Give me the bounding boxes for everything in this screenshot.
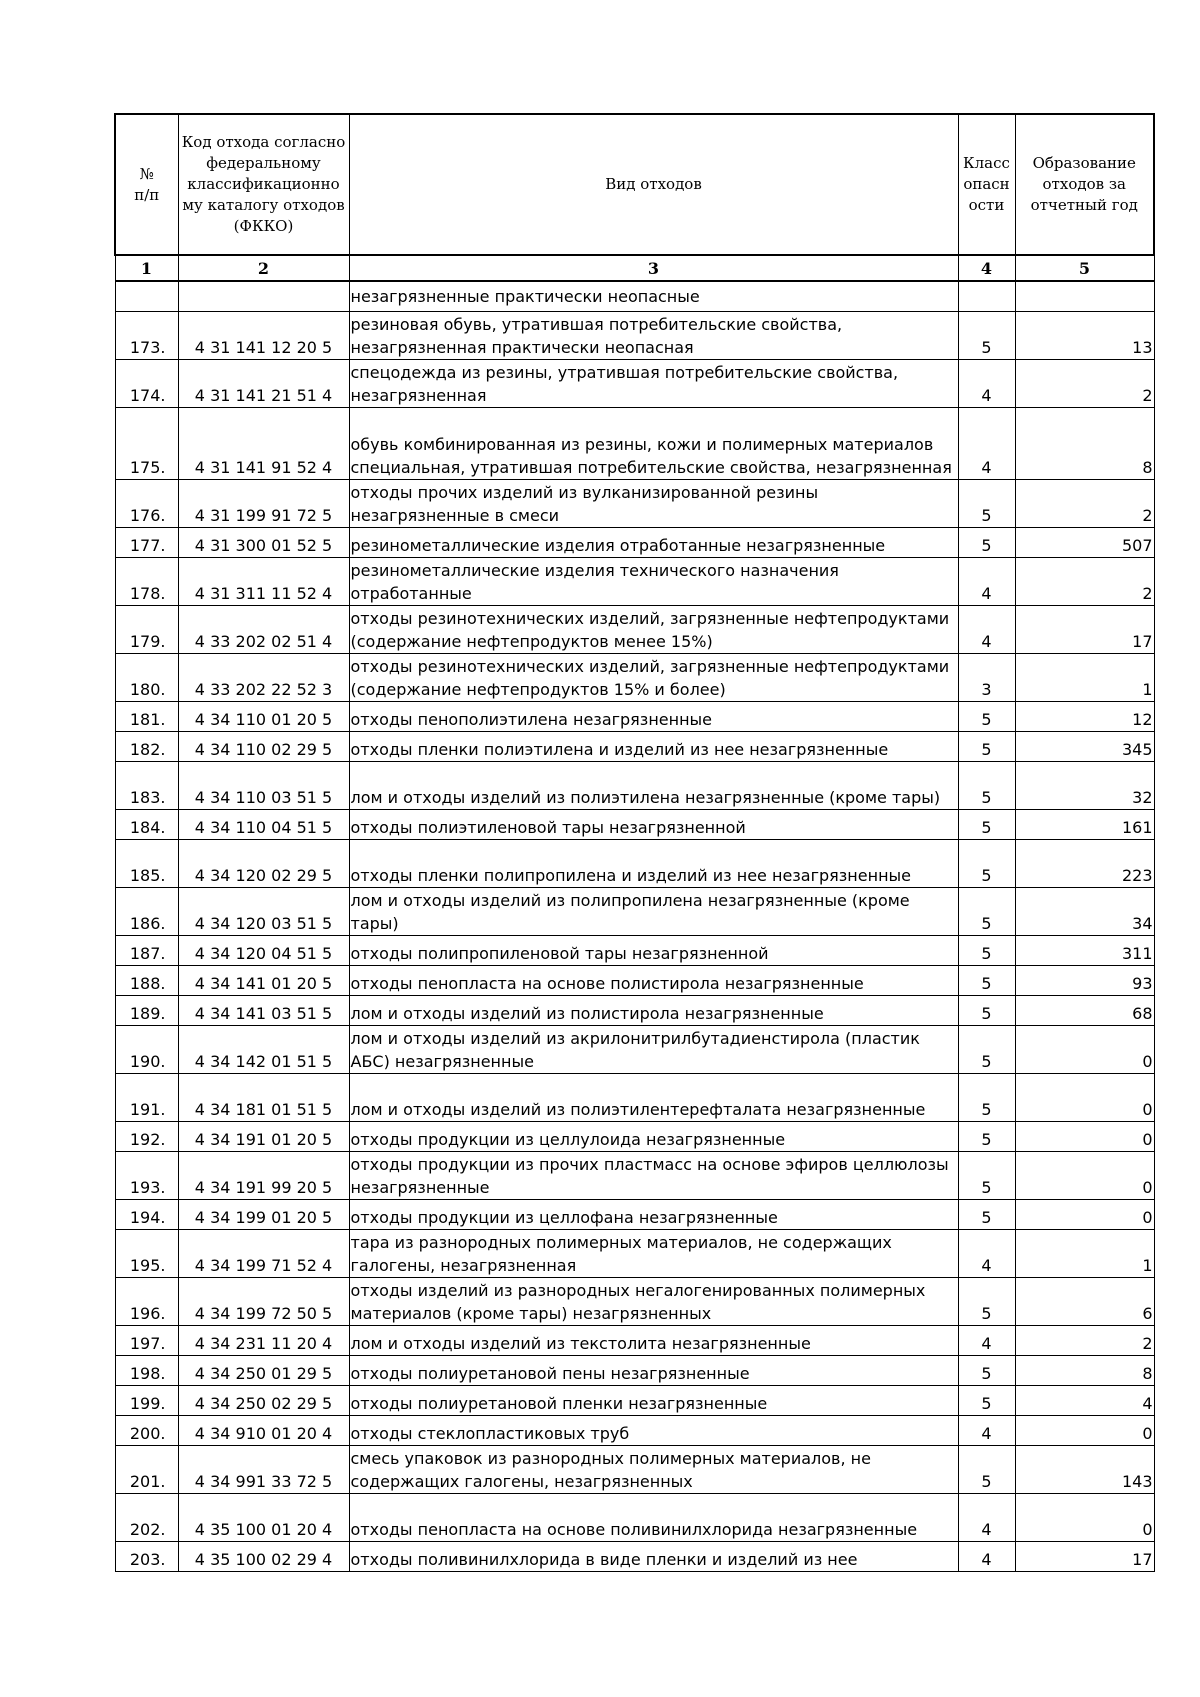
waste-code: 4 31 141 12 20 5 (178, 311, 349, 359)
waste-description: спецодежда из резины, утратившая потребительские свойства, незагрязненная (349, 359, 958, 407)
column-number: 2 (178, 255, 349, 281)
waste-amount: 93 (1015, 965, 1154, 995)
table-row (115, 527, 1154, 557)
hazard-class: 5 (958, 1073, 1015, 1121)
row-number: 177. (115, 527, 178, 557)
waste-code: 4 34 110 03 51 5 (178, 761, 349, 809)
table-row (115, 887, 1154, 935)
hazard-class: 5 (958, 1199, 1015, 1229)
hazard-class: 5 (958, 1025, 1015, 1073)
table-row (115, 1199, 1154, 1229)
table-row (115, 1073, 1154, 1121)
row-number: 185. (115, 839, 178, 887)
hazard-class: 5 (958, 1121, 1015, 1151)
hazard-class: 5 (958, 311, 1015, 359)
hazard-class: 5 (958, 761, 1015, 809)
row-number: 190. (115, 1025, 178, 1073)
hazard-class: 5 (958, 809, 1015, 839)
waste-description: отходы резинотехнических изделий, загрязненные нефтепродуктами (содержание нефтепродуктов менее 15%) (349, 605, 958, 653)
waste-amount: 12 (1015, 701, 1154, 731)
row-number: 198. (115, 1355, 178, 1385)
waste-description: обувь комбинированная из резины, кожи и полимерных материалов специальная, утратившая потребительские свойства, незагрязненная (349, 407, 958, 479)
row-number: 197. (115, 1325, 178, 1355)
waste-description: отходы полиуретановой пены незагрязненные (349, 1355, 958, 1385)
table-row (115, 653, 1154, 701)
waste-code: 4 34 120 02 29 5 (178, 839, 349, 887)
continuation-row (115, 281, 1154, 311)
hazard-class: 5 (958, 527, 1015, 557)
row-number: 192. (115, 1121, 178, 1151)
row-number: 181. (115, 701, 178, 731)
row-number: 179. (115, 605, 178, 653)
waste-code: 4 34 231 11 20 4 (178, 1325, 349, 1355)
waste-code: 4 31 141 91 52 4 (178, 407, 349, 479)
hazard-class: 4 (958, 1325, 1015, 1355)
waste-amount: 161 (1015, 809, 1154, 839)
row-number: 193. (115, 1151, 178, 1199)
table-row (115, 479, 1154, 527)
table-row (115, 1493, 1154, 1541)
table-row (115, 1025, 1154, 1073)
waste-amount: 17 (1015, 1541, 1154, 1571)
hazard-class: 3 (958, 653, 1015, 701)
waste-code: 4 34 199 01 20 5 (178, 1199, 349, 1229)
table-row (115, 605, 1154, 653)
waste-description: резинометаллические изделия отработанные незагрязненные (349, 527, 958, 557)
table-row (115, 311, 1154, 359)
table-row (115, 1121, 1154, 1151)
table-row (115, 761, 1154, 809)
waste-code: 4 34 110 04 51 5 (178, 809, 349, 839)
row-number: 202. (115, 1493, 178, 1541)
waste-code: 4 31 300 01 52 5 (178, 527, 349, 557)
waste-description: отходы поливинилхлорида в виде пленки и изделий из нее (349, 1541, 958, 1571)
waste-amount: 13 (1015, 311, 1154, 359)
waste-description: отходы продукции из прочих пластмасс на основе эфиров целлюлозы незагрязненные (349, 1151, 958, 1199)
hazard-class: 4 (958, 407, 1015, 479)
header-col-type: Вид отходов (349, 114, 958, 255)
hazard-class: 5 (958, 995, 1015, 1025)
header-col-number: № п/п (115, 114, 178, 255)
waste-amount: 8 (1015, 407, 1154, 479)
table-row (115, 1151, 1154, 1199)
waste-amount: 2 (1015, 557, 1154, 605)
waste-code: 4 34 199 72 50 5 (178, 1277, 349, 1325)
hazard-class: 5 (958, 479, 1015, 527)
waste-code: 4 34 191 99 20 5 (178, 1151, 349, 1199)
row-number: 200. (115, 1415, 178, 1445)
table-row (115, 995, 1154, 1025)
waste-code: 4 34 991 33 72 5 (178, 1445, 349, 1493)
waste-amount: 507 (1015, 527, 1154, 557)
waste-description: отходы пенопласта на основе поливинилхлорида незагрязненные (349, 1493, 958, 1541)
waste-description: отходы пенопласта на основе полистирола незагрязненные (349, 965, 958, 995)
hazard-class: 4 (958, 359, 1015, 407)
table-row (115, 359, 1154, 407)
row-number (115, 281, 178, 311)
hazard-class: 4 (958, 605, 1015, 653)
column-number: 4 (958, 255, 1015, 281)
waste-amount: 0 (1015, 1415, 1154, 1445)
row-number: 194. (115, 1199, 178, 1229)
table-row (115, 1325, 1154, 1355)
waste-description: отходы пенополиэтилена незагрязненные (349, 701, 958, 731)
waste-amount: 8 (1015, 1355, 1154, 1385)
waste-amount: 34 (1015, 887, 1154, 935)
header-col-class: Класс опасн ости (958, 114, 1015, 255)
row-number: 199. (115, 1385, 178, 1415)
waste-code: 4 34 910 01 20 4 (178, 1415, 349, 1445)
column-numbers-row (115, 255, 1154, 281)
table-row (115, 839, 1154, 887)
row-number: 186. (115, 887, 178, 935)
header-col-amount: Образование отходов за отчетный год (1015, 114, 1154, 255)
hazard-class: 4 (958, 1229, 1015, 1277)
waste-code: 4 35 100 01 20 4 (178, 1493, 349, 1541)
waste-description: лом и отходы изделий из текстолита незагрязненные (349, 1325, 958, 1355)
waste-description: резиновая обувь, утратившая потребительские свойства, незагрязненная практически неопасная (349, 311, 958, 359)
table-row (115, 1445, 1154, 1493)
waste-amount: 0 (1015, 1493, 1154, 1541)
row-number: 191. (115, 1073, 178, 1121)
waste-description: отходы полиэтиленовой тары незагрязненной (349, 809, 958, 839)
waste-description: отходы стеклопластиковых труб (349, 1415, 958, 1445)
table-row (115, 701, 1154, 731)
hazard-class: 4 (958, 557, 1015, 605)
table-row (115, 1385, 1154, 1415)
waste-code: 4 31 199 91 72 5 (178, 479, 349, 527)
waste-description: смесь упаковок из разнородных полимерных материалов, не содержащих галогены, незагрязненных (349, 1445, 958, 1493)
column-number: 1 (115, 255, 178, 281)
waste-amount: 17 (1015, 605, 1154, 653)
row-number: 175. (115, 407, 178, 479)
row-number: 174. (115, 359, 178, 407)
waste-amount: 0 (1015, 1121, 1154, 1151)
waste-amount (1015, 281, 1154, 311)
row-number: 173. (115, 311, 178, 359)
row-number: 187. (115, 935, 178, 965)
table-row (115, 1415, 1154, 1445)
hazard-class: 5 (958, 731, 1015, 761)
hazard-class (958, 281, 1015, 311)
waste-code: 4 34 120 03 51 5 (178, 887, 349, 935)
table-row (115, 557, 1154, 605)
table-row (115, 965, 1154, 995)
waste-table (114, 113, 1155, 1572)
row-number: 184. (115, 809, 178, 839)
hazard-class: 5 (958, 965, 1015, 995)
table-row (115, 935, 1154, 965)
waste-code: 4 33 202 22 52 3 (178, 653, 349, 701)
hazard-class: 5 (958, 1151, 1015, 1199)
row-number: 203. (115, 1541, 178, 1571)
table-row (115, 407, 1154, 479)
waste-code: 4 34 191 01 20 5 (178, 1121, 349, 1151)
row-number: 178. (115, 557, 178, 605)
waste-description: отходы полипропиленовой тары незагрязненной (349, 935, 958, 965)
waste-code: 4 34 110 01 20 5 (178, 701, 349, 731)
table-row (115, 809, 1154, 839)
waste-amount: 1 (1015, 653, 1154, 701)
row-number: 195. (115, 1229, 178, 1277)
waste-code: 4 34 141 01 20 5 (178, 965, 349, 995)
waste-description: тара из разнородных полимерных материалов, не содержащих галогены, незагрязненная (349, 1229, 958, 1277)
waste-description: незагрязненные практически неопасные (349, 281, 958, 311)
waste-code: 4 34 142 01 51 5 (178, 1025, 349, 1073)
hazard-class: 4 (958, 1493, 1015, 1541)
table-row (115, 1541, 1154, 1571)
waste-description: лом и отходы изделий из акрилонитрилбутадиенстирола (пластик АБС) незагрязненные (349, 1025, 958, 1073)
waste-amount: 68 (1015, 995, 1154, 1025)
waste-description: резинометаллические изделия технического назначения отработанные (349, 557, 958, 605)
hazard-class: 4 (958, 1415, 1015, 1445)
row-number: 201. (115, 1445, 178, 1493)
waste-code: 4 34 250 02 29 5 (178, 1385, 349, 1415)
waste-description: отходы полиуретановой пленки незагрязненные (349, 1385, 958, 1415)
waste-amount: 32 (1015, 761, 1154, 809)
row-number: 180. (115, 653, 178, 701)
hazard-class: 5 (958, 701, 1015, 731)
table-row (115, 1355, 1154, 1385)
waste-code: 4 34 250 01 29 5 (178, 1355, 349, 1385)
waste-amount: 4 (1015, 1385, 1154, 1415)
row-number: 188. (115, 965, 178, 995)
hazard-class: 5 (958, 1385, 1015, 1415)
waste-amount: 0 (1015, 1025, 1154, 1073)
hazard-class: 5 (958, 839, 1015, 887)
row-number: 176. (115, 479, 178, 527)
waste-code: 4 34 141 03 51 5 (178, 995, 349, 1025)
waste-description: отходы изделий из разнородных негалогенированных полимерных материалов (кроме тары) незагрязненных (349, 1277, 958, 1325)
row-number: 196. (115, 1277, 178, 1325)
waste-amount: 143 (1015, 1445, 1154, 1493)
hazard-class: 5 (958, 1445, 1015, 1493)
header-col-code: Код отхода согласно федеральному классификационно му каталогу отходов (ФККО) (178, 114, 349, 255)
waste-description: отходы пленки полиэтилена и изделий из нее незагрязненные (349, 731, 958, 761)
waste-description: лом и отходы изделий из полипропилена незагрязненные (кроме тары) (349, 887, 958, 935)
hazard-class: 5 (958, 1355, 1015, 1385)
waste-description: отходы пленки полипропилена и изделий из нее незагрязненные (349, 839, 958, 887)
row-number: 183. (115, 761, 178, 809)
table-row (115, 1277, 1154, 1325)
waste-amount: 2 (1015, 1325, 1154, 1355)
table-row (115, 1229, 1154, 1277)
row-number: 182. (115, 731, 178, 761)
waste-code: 4 34 110 02 29 5 (178, 731, 349, 761)
waste-code: 4 33 202 02 51 4 (178, 605, 349, 653)
table-row (115, 731, 1154, 761)
hazard-class: 5 (958, 887, 1015, 935)
column-number: 5 (1015, 255, 1154, 281)
hazard-class: 5 (958, 1277, 1015, 1325)
hazard-class: 5 (958, 935, 1015, 965)
waste-description: лом и отходы изделий из полистирола незагрязненные (349, 995, 958, 1025)
row-number: 189. (115, 995, 178, 1025)
waste-amount: 6 (1015, 1277, 1154, 1325)
table-header-row (115, 114, 1154, 255)
column-number: 3 (349, 255, 958, 281)
waste-code (178, 281, 349, 311)
waste-description: отходы резинотехнических изделий, загрязненные нефтепродуктами (содержание нефтепродуктов 15% и более) (349, 653, 958, 701)
waste-description: отходы продукции из целлулоида незагрязненные (349, 1121, 958, 1151)
hazard-class: 4 (958, 1541, 1015, 1571)
waste-amount: 1 (1015, 1229, 1154, 1277)
waste-amount: 223 (1015, 839, 1154, 887)
waste-amount: 2 (1015, 479, 1154, 527)
waste-description: отходы продукции из целлофана незагрязненные (349, 1199, 958, 1229)
waste-code: 4 34 181 01 51 5 (178, 1073, 349, 1121)
waste-amount: 311 (1015, 935, 1154, 965)
waste-amount: 345 (1015, 731, 1154, 761)
waste-code: 4 31 141 21 51 4 (178, 359, 349, 407)
waste-code: 4 35 100 02 29 4 (178, 1541, 349, 1571)
waste-amount: 0 (1015, 1073, 1154, 1121)
table-body (115, 281, 1154, 1571)
waste-code: 4 31 311 11 52 4 (178, 557, 349, 605)
waste-amount: 0 (1015, 1199, 1154, 1229)
waste-code: 4 34 120 04 51 5 (178, 935, 349, 965)
waste-code: 4 34 199 71 52 4 (178, 1229, 349, 1277)
waste-description: отходы прочих изделий из вулканизированной резины незагрязненные в смеси (349, 479, 958, 527)
waste-description: лом и отходы изделий из полиэтилентерефталата незагрязненные (349, 1073, 958, 1121)
waste-amount: 2 (1015, 359, 1154, 407)
waste-amount: 0 (1015, 1151, 1154, 1199)
waste-description: лом и отходы изделий из полиэтилена незагрязненные (кроме тары) (349, 761, 958, 809)
